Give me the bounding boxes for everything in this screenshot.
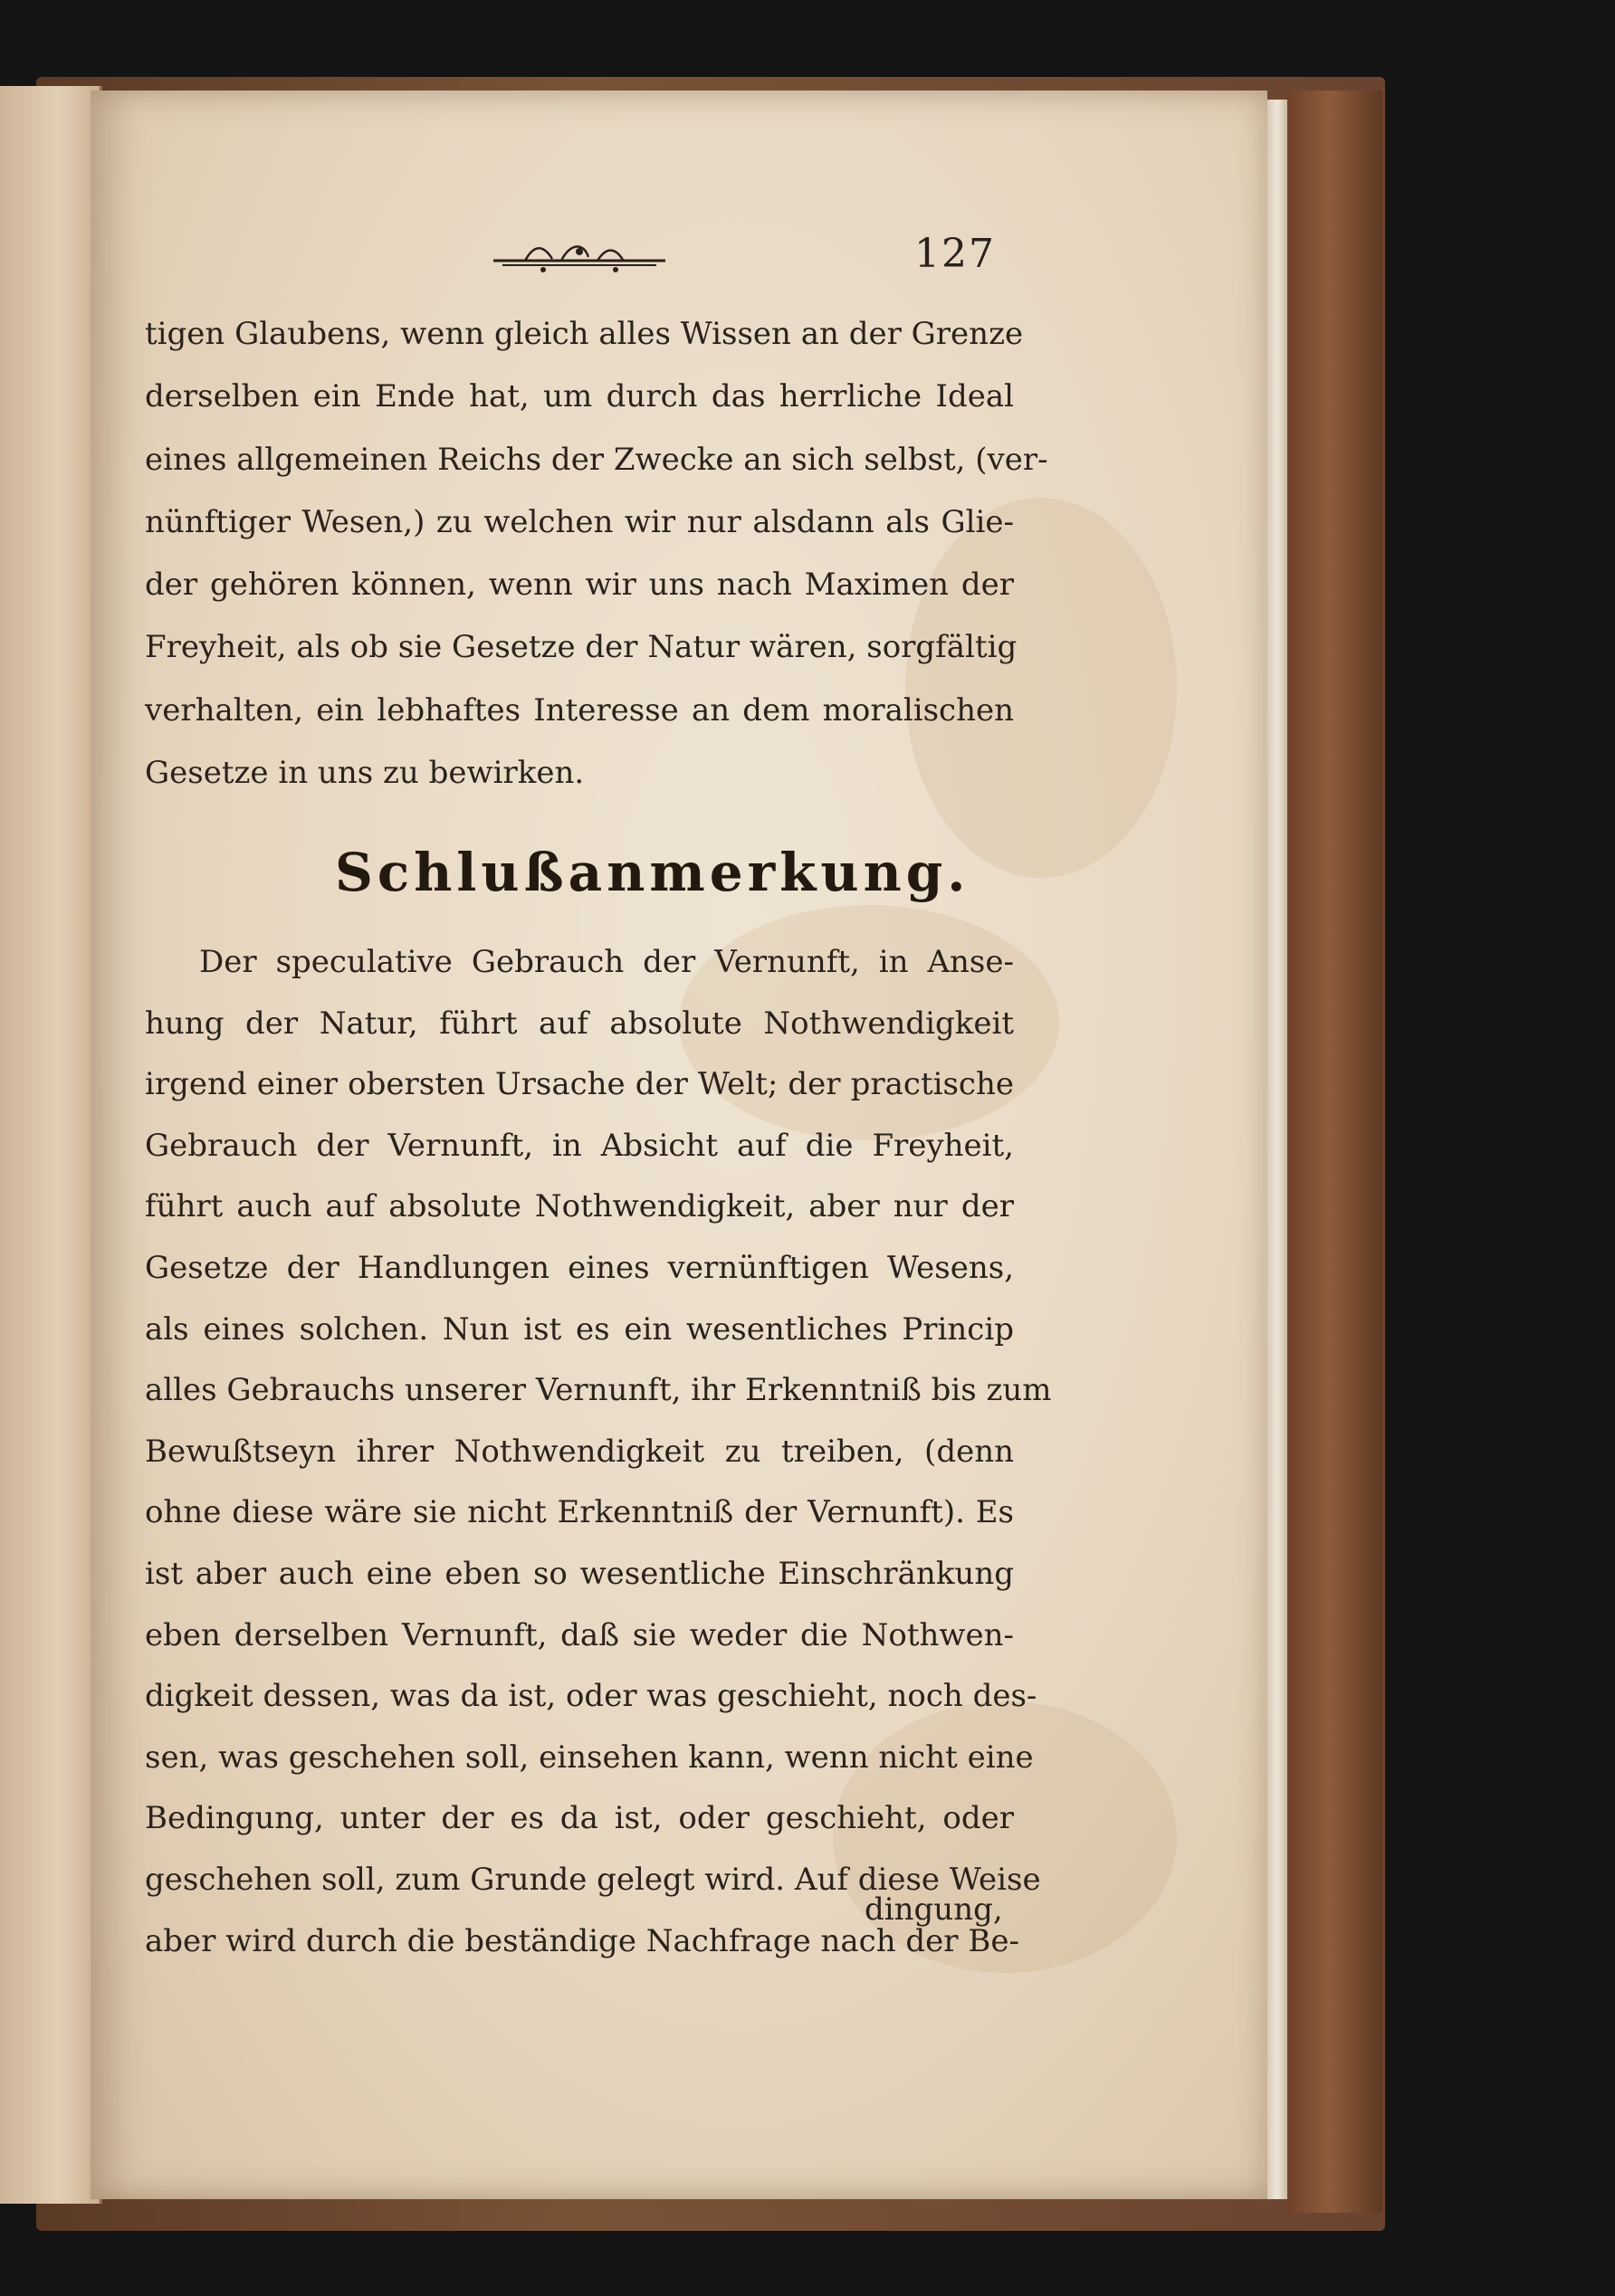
text-line: digkeit dessen, was da ist, oder was geschieht, noch des- [145,1678,1037,1715]
text-line: geschehen soll, zum Grunde gelegt wird. Auf diese Weise [145,1861,1041,1898]
text-line: Gesetze in uns zu bewirken. [145,755,585,792]
text-line: Freyheit, als ob sie Gesetze der Natur wären, sorgfältig [145,629,1018,666]
decorative-vine-ornament-icon [489,235,670,281]
text-line: derselben ein Ende hat, um durch das herrliche Ideal [145,378,1014,415]
page-edges [1267,100,1287,2199]
text-line: Bedingung, unter der es da ist, oder geschieht, oder [145,1800,1014,1837]
text-line: irgend einer obersten Ursache der Welt; der practische [145,1066,1014,1103]
text-line: führt auch auf absolute Nothwendigkeit, aber nur der [145,1188,1014,1225]
text-line: Gesetze der Handlungen eines vernünftigen Wesens, [145,1249,1014,1286]
text-line: verhalten, ein lebhaftes Interesse an dem moralischen [145,691,1014,729]
text-line: als eines solchen. Nun ist es ein wesentliches Princip [145,1310,1014,1348]
text-line: eines allgemeinen Reichs der Zwecke an sich selbst, (ver- [145,441,1048,478]
left-page-sliver [0,86,102,2204]
text-line: Gebrauch der Vernunft, in Absicht auf die Freyheit, [145,1127,1014,1164]
paragraph-2 [145,932,1052,1972]
text-line: Bewußtseyn ihrer Nothwendigkeit zu treiben, (denn [145,1433,1014,1470]
text-line: alles Gebrauchs unserer Vernunft, ihr Erkenntniß bis zum [145,1372,1052,1409]
section-heading: Schlußanmerkung. [335,842,970,903]
cover-edge [1287,91,1382,2213]
text-line: hung der Natur, führt auf absolute Nothwendigkeit [145,1005,1014,1042]
text-line: der gehören können, wenn wir uns nach Maximen der [145,567,1014,604]
text-line: nünftiger Wesen,) zu welchen wir nur alsdann als Glie- [145,503,1014,540]
text-line: ist aber auch eine eben so wesentliche Einschränkung [145,1555,1014,1592]
page-number: 127 [914,231,996,277]
text-line: sen, was geschehen soll, einsehen kann, wenn nicht eine [145,1739,1034,1776]
text-line: aber wird durch die beständige Nachfrage nach der Be- [145,1922,1019,1959]
paragraph-1 [145,303,1048,805]
catchword: dingung, [865,1891,1003,1928]
text-line: eben derselben Vernunft, daß sie weder die Nothwen- [145,1616,1014,1653]
text-line: ohne diese wäre sie nicht Erkenntniß der Vernunft). Es [145,1494,1014,1531]
text-line: Der speculative Gebrauch der Vernunft, in Anse- [199,944,1014,980]
text-line: tigen Glaubens, wenn gleich alles Wissen an der Grenze [145,316,1024,352]
